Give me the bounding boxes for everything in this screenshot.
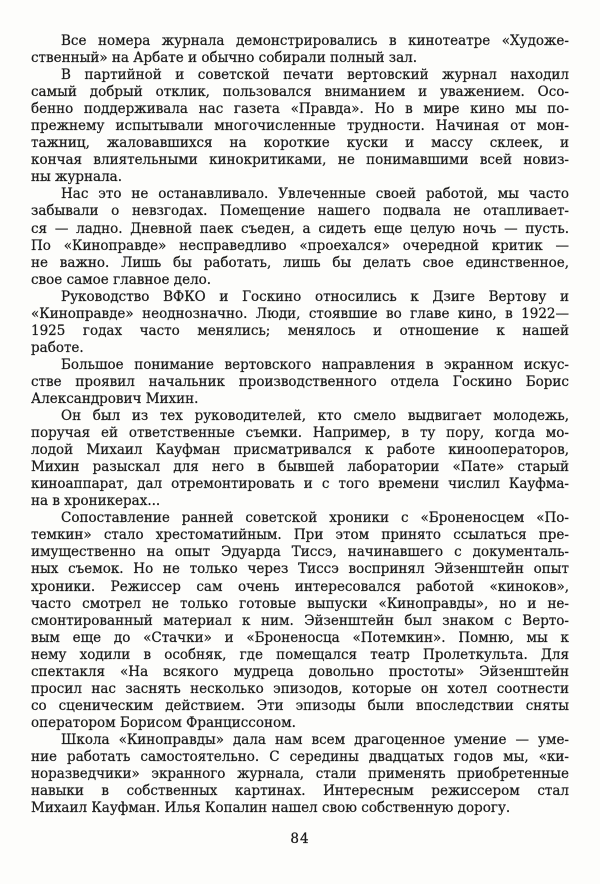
text-line: нему ходили в особняк, где помещался театр Пролеткульта. Для <box>31 646 569 663</box>
text-line: спектакля «На всякого мудреца довольно простоты» Эйзенштейн <box>31 663 569 680</box>
text-line: «Киноправде» неоднозначно. Люди, стоявшие во главе кино, в 1922— <box>31 305 569 322</box>
paragraph <box>31 732 569 817</box>
text-line: свое самое главное дело. <box>31 271 212 288</box>
paragraph <box>31 408 569 510</box>
text-line: Руководство ВФКО и Госкино относились к Дзиге Вертову и <box>61 288 569 305</box>
page-number: 84 <box>290 831 310 847</box>
paragraph <box>31 289 569 357</box>
text-line: хроники. Режиссер сам очень интересовался работой «киноков», <box>31 578 569 595</box>
text-line: ние работать самостоятельно. С середины двадцатых годов мы, «ки- <box>31 748 569 765</box>
text-line: Александрович Михин. <box>31 390 199 407</box>
text-line: смонтированный материал к ним. Эйзенштейн был знаком с Верто- <box>31 612 569 629</box>
text-line: Михин разыскал для него в бывшей лаборатории «Пате» старый <box>31 459 569 476</box>
text-line: ся — ладно. Дневной паек съеден, а сидеть еще целую ночь — пусть. <box>31 220 569 237</box>
text-line: темкин» стало хрестоматийным. При этом принято ссылаться пре- <box>31 527 569 544</box>
text-line: бенно поддерживала нас газета «Правда». Но в мире кино мы по- <box>31 101 569 118</box>
text-line: прежнему испытывали многочисленные трудности. Начиная от мон- <box>31 118 569 135</box>
text-line: имущественно на опыт Эдуарда Тиссэ, начинавшего с документаль- <box>31 544 569 561</box>
text-line: забывали о невзгодах. Помещение нашего подвала не отапливает- <box>31 203 569 220</box>
paragraph <box>31 510 569 732</box>
text-line: Михаил Кауфман. Илья Копалин нашел свою собственную дорогу. <box>31 800 511 817</box>
text-line: навыки в собственных картинах. Интересным режиссером стал <box>31 783 569 800</box>
paragraph <box>31 67 569 186</box>
text-line: Он был из тех руководителей, кто смело выдвигает молодежь, <box>61 408 569 425</box>
text-line: ных съемок. Но не только через Тиссэ воспринял Эйзенштейн опыт <box>31 561 569 578</box>
paragraph <box>31 33 569 67</box>
text-line: тажниц, жаловавшихся на короткие куски и массу склеек, и <box>31 135 569 152</box>
text-line: вым еще до «Стачки» и «Броненосца «Потемкин». Помню, мы к <box>31 629 569 646</box>
text-line: В партийной и советской печати вертовский журнал находил <box>61 67 569 84</box>
text-line: Нас это не останавливало. Увлеченные своей работой, мы часто <box>61 186 569 203</box>
text-line: лодой Михаил Кауфман присматривался к работе кинооператоров, <box>31 442 569 459</box>
text-line: работе. <box>31 339 84 356</box>
text-line: на в хроникерах... <box>31 493 161 510</box>
text-line: часто смотрел не только готовые выпуски «Киноправды», но и не- <box>31 595 569 612</box>
text-line: Сопоставление ранней советской хроники с «Броненосцем «По- <box>61 510 569 527</box>
page-text <box>31 33 569 817</box>
paragraph <box>31 357 569 408</box>
text-line: Школа «Киноправды» дала нам всем драгоценное умение — уме- <box>61 731 569 748</box>
text-line: 1925 годах часто менялись; менялось и отношение к нашей <box>31 322 569 339</box>
text-line: оператором Борисом Франциссоном. <box>31 714 296 731</box>
text-line: Все номера журнала демонстрировались в кинотеатре «Художе- <box>61 33 569 49</box>
text-line: поручая ей ответственные съемки. Например, в ту пору, когда мо- <box>31 425 569 442</box>
text-line: Большое понимание вертовского направления в экранном искус- <box>61 356 569 373</box>
text-line: ны журнала. <box>31 169 122 186</box>
text-line: не важно. Лишь бы работать, лишь бы делать свое единственное, <box>31 254 569 271</box>
text-line: со сценическим действием. Эти эпизоды были впоследствии сняты <box>31 697 569 714</box>
paragraph <box>31 186 569 288</box>
text-line: киноаппарат, дал отремонтировать и с того времени числил Кауфма- <box>31 476 569 493</box>
text-line: самый добрый отклик, пользовался вниманием и уважением. Осо- <box>31 84 569 101</box>
text-line: норазведчики» экранного журнала, стали применять приобретенные <box>31 766 569 783</box>
text-line: ственный» на Арбате и обычно собирали полный зал. <box>31 50 418 67</box>
text-line: кончая влиятельными кинокритиками, не понимавшими всей новиз- <box>31 152 569 169</box>
text-line: По «Киноправде» несправедливо «проехался» очередной критик — <box>31 237 569 254</box>
text-line: стве проявил начальник производственного отдела Госкино Борис <box>31 373 569 390</box>
text-line: просил нас заснять несколько эпизодов, которые он хотел соотнести <box>31 680 569 697</box>
